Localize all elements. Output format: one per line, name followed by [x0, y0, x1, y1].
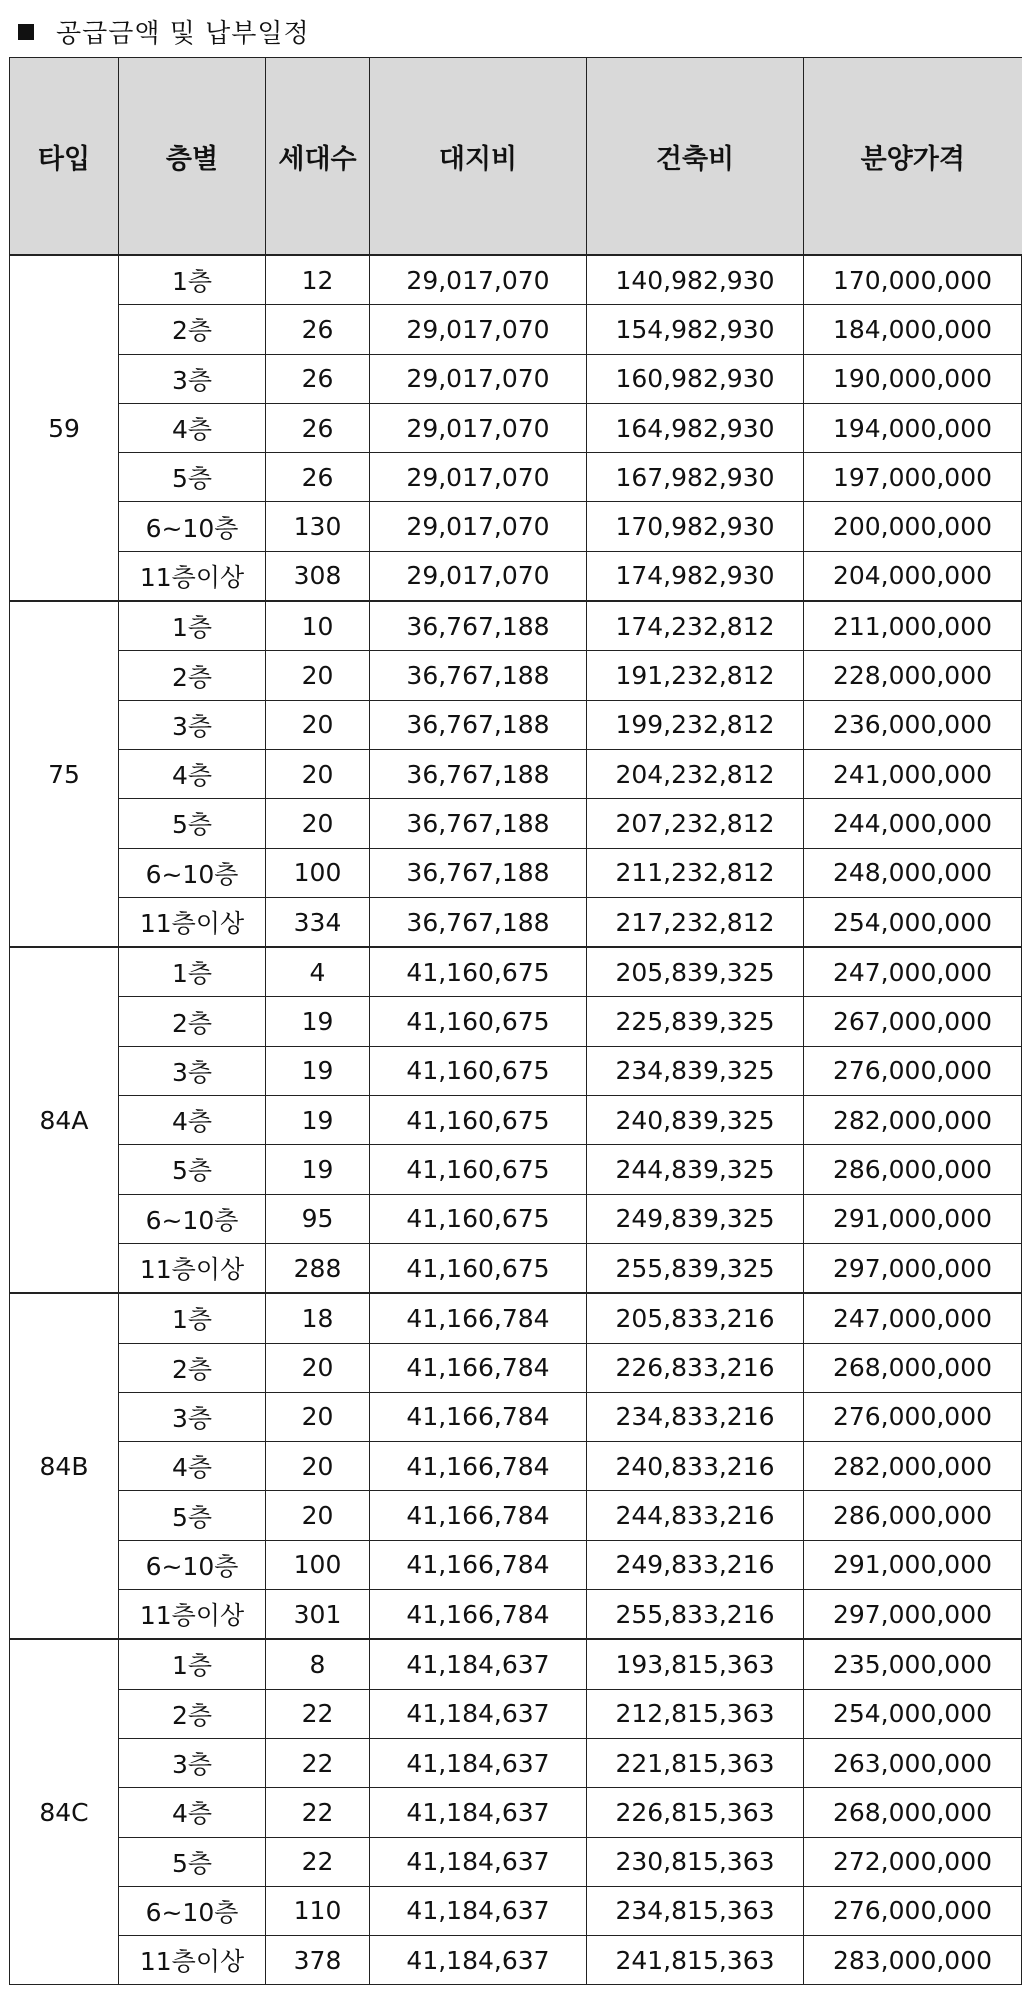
- sale-price-cell: 236,000,000: [804, 700, 1022, 749]
- section-title: [18, 8, 310, 54]
- table-row: [10, 1837, 1022, 1886]
- table-row: [10, 848, 1022, 897]
- build-cost-cell: 244,839,325: [587, 1145, 804, 1194]
- floor-cell: 11층이상: [119, 1936, 266, 1985]
- build-cost-cell: 225,839,325: [587, 997, 804, 1046]
- column-header-floor: 층별: [119, 58, 266, 256]
- sale-price-cell: 211,000,000: [804, 601, 1022, 651]
- units-cell: 20: [266, 700, 370, 749]
- floor-cell: 6~10층: [119, 502, 266, 551]
- build-cost-cell: 212,815,363: [587, 1689, 804, 1738]
- units-cell: 19: [266, 1096, 370, 1145]
- floor-cell: 2층: [119, 305, 266, 354]
- units-cell: 20: [266, 1491, 370, 1540]
- land-cost-cell: 41,160,675: [370, 997, 587, 1046]
- floor-cell: 11층이상: [119, 1243, 266, 1293]
- land-cost-cell: 41,184,637: [370, 1639, 587, 1689]
- land-cost-cell: 41,160,675: [370, 1243, 587, 1293]
- land-cost-cell: 29,017,070: [370, 305, 587, 354]
- floor-cell: 6~10층: [119, 1540, 266, 1589]
- sale-price-cell: 276,000,000: [804, 1392, 1022, 1441]
- sale-price-cell: 291,000,000: [804, 1194, 1022, 1243]
- build-cost-cell: 244,833,216: [587, 1491, 804, 1540]
- land-cost-cell: 41,160,675: [370, 1046, 587, 1095]
- build-cost-cell: 234,815,363: [587, 1886, 804, 1935]
- units-cell: 301: [266, 1590, 370, 1640]
- build-cost-cell: 211,232,812: [587, 848, 804, 897]
- column-header-type: 타입: [10, 58, 119, 256]
- units-cell: 18: [266, 1293, 370, 1343]
- land-cost-cell: 41,160,675: [370, 1096, 587, 1145]
- table-row: [10, 1936, 1022, 1985]
- sale-price-cell: 297,000,000: [804, 1243, 1022, 1293]
- units-cell: 22: [266, 1689, 370, 1738]
- land-cost-cell: 41,184,637: [370, 1936, 587, 1985]
- units-cell: 26: [266, 453, 370, 502]
- units-cell: 110: [266, 1886, 370, 1935]
- table-row: [10, 1491, 1022, 1540]
- units-cell: 20: [266, 1343, 370, 1392]
- floor-cell: 3층: [119, 1738, 266, 1787]
- land-cost-cell: 41,166,784: [370, 1442, 587, 1491]
- table-row: [10, 1096, 1022, 1145]
- land-cost-cell: 41,184,637: [370, 1738, 587, 1787]
- build-cost-cell: 193,815,363: [587, 1639, 804, 1689]
- table-row: [10, 1738, 1022, 1787]
- sale-price-cell: 276,000,000: [804, 1886, 1022, 1935]
- sale-price-cell: 267,000,000: [804, 997, 1022, 1046]
- land-cost-cell: 36,767,188: [370, 651, 587, 700]
- sale-price-cell: 276,000,000: [804, 1046, 1022, 1095]
- floor-cell: 5층: [119, 453, 266, 502]
- sale-price-cell: 268,000,000: [804, 1343, 1022, 1392]
- sale-price-cell: 286,000,000: [804, 1145, 1022, 1194]
- units-cell: 22: [266, 1788, 370, 1837]
- floor-cell: 11층이상: [119, 897, 266, 947]
- floor-cell: 11층이상: [119, 551, 266, 601]
- sale-price-cell: 282,000,000: [804, 1096, 1022, 1145]
- units-cell: 26: [266, 305, 370, 354]
- land-cost-cell: 29,017,070: [370, 354, 587, 403]
- sale-price-cell: 248,000,000: [804, 848, 1022, 897]
- type-cell: 84A: [10, 947, 119, 1293]
- table-row: [10, 1689, 1022, 1738]
- table-row: [10, 1590, 1022, 1640]
- table-row: [10, 1540, 1022, 1589]
- land-cost-cell: 41,166,784: [370, 1392, 587, 1441]
- floor-cell: 4층: [119, 1788, 266, 1837]
- land-cost-cell: 41,160,675: [370, 1194, 587, 1243]
- table-row: [10, 1639, 1022, 1689]
- section-title-text: 공급금액 및 납부일정: [56, 18, 310, 49]
- sale-price-cell: 247,000,000: [804, 947, 1022, 997]
- build-cost-cell: 226,815,363: [587, 1788, 804, 1837]
- square-bullet-icon: [18, 24, 34, 40]
- sale-price-cell: 184,000,000: [804, 305, 1022, 354]
- units-cell: 22: [266, 1738, 370, 1787]
- units-cell: 4: [266, 947, 370, 997]
- sale-price-cell: 263,000,000: [804, 1738, 1022, 1787]
- land-cost-cell: 29,017,070: [370, 403, 587, 452]
- table-row: [10, 453, 1022, 502]
- floor-cell: 4층: [119, 403, 266, 452]
- sale-price-cell: 204,000,000: [804, 551, 1022, 601]
- floor-cell: 1층: [119, 255, 266, 305]
- build-cost-cell: 240,833,216: [587, 1442, 804, 1491]
- floor-cell: 2층: [119, 1689, 266, 1738]
- sale-price-cell: 283,000,000: [804, 1936, 1022, 1985]
- floor-cell: 6~10층: [119, 1886, 266, 1935]
- build-cost-cell: 255,833,216: [587, 1590, 804, 1640]
- build-cost-cell: 234,833,216: [587, 1392, 804, 1441]
- build-cost-cell: 174,232,812: [587, 601, 804, 651]
- build-cost-cell: 205,833,216: [587, 1293, 804, 1343]
- floor-cell: 3층: [119, 1392, 266, 1441]
- land-cost-cell: 41,166,784: [370, 1293, 587, 1343]
- floor-cell: 4층: [119, 1442, 266, 1491]
- floor-cell: 4층: [119, 1096, 266, 1145]
- column-header-land-cost: 대지비: [370, 58, 587, 256]
- build-cost-cell: 205,839,325: [587, 947, 804, 997]
- units-cell: 20: [266, 749, 370, 798]
- units-cell: 20: [266, 1392, 370, 1441]
- build-cost-cell: 170,982,930: [587, 502, 804, 551]
- units-cell: 378: [266, 1936, 370, 1985]
- land-cost-cell: 41,166,784: [370, 1590, 587, 1640]
- units-cell: 308: [266, 551, 370, 601]
- table-row: [10, 1343, 1022, 1392]
- build-cost-cell: 191,232,812: [587, 651, 804, 700]
- units-cell: 22: [266, 1837, 370, 1886]
- floor-cell: 2층: [119, 997, 266, 1046]
- floor-cell: 4층: [119, 749, 266, 798]
- floor-cell: 6~10층: [119, 848, 266, 897]
- table-row: [10, 1046, 1022, 1095]
- land-cost-cell: 41,184,637: [370, 1886, 587, 1935]
- table-header-row: [10, 58, 1022, 256]
- units-cell: 288: [266, 1243, 370, 1293]
- build-cost-cell: 140,982,930: [587, 255, 804, 305]
- sale-price-cell: 170,000,000: [804, 255, 1022, 305]
- table-row: [10, 749, 1022, 798]
- land-cost-cell: 29,017,070: [370, 453, 587, 502]
- sale-price-cell: 197,000,000: [804, 453, 1022, 502]
- sale-price-cell: 282,000,000: [804, 1442, 1022, 1491]
- build-cost-cell: 240,839,325: [587, 1096, 804, 1145]
- sale-price-cell: 254,000,000: [804, 897, 1022, 947]
- land-cost-cell: 36,767,188: [370, 749, 587, 798]
- land-cost-cell: 41,160,675: [370, 1145, 587, 1194]
- build-cost-cell: 154,982,930: [587, 305, 804, 354]
- table-row: [10, 255, 1022, 305]
- land-cost-cell: 36,767,188: [370, 799, 587, 848]
- units-cell: 95: [266, 1194, 370, 1243]
- floor-cell: 1층: [119, 601, 266, 651]
- floor-cell: 11층이상: [119, 1590, 266, 1640]
- table-body: [10, 255, 1022, 1985]
- units-cell: 10: [266, 601, 370, 651]
- land-cost-cell: 36,767,188: [370, 848, 587, 897]
- units-cell: 19: [266, 1145, 370, 1194]
- land-cost-cell: 41,160,675: [370, 947, 587, 997]
- table-row: [10, 1788, 1022, 1837]
- build-cost-cell: 230,815,363: [587, 1837, 804, 1886]
- build-cost-cell: 249,839,325: [587, 1194, 804, 1243]
- build-cost-cell: 204,232,812: [587, 749, 804, 798]
- floor-cell: 1층: [119, 947, 266, 997]
- column-header-units: 세대수: [266, 58, 370, 256]
- build-cost-cell: 167,982,930: [587, 453, 804, 502]
- sale-price-cell: 272,000,000: [804, 1837, 1022, 1886]
- land-cost-cell: 29,017,070: [370, 502, 587, 551]
- land-cost-cell: 41,166,784: [370, 1343, 587, 1392]
- table-row: [10, 502, 1022, 551]
- units-cell: 12: [266, 255, 370, 305]
- table-row: [10, 700, 1022, 749]
- floor-cell: 2층: [119, 1343, 266, 1392]
- build-cost-cell: 164,982,930: [587, 403, 804, 452]
- table-row: [10, 354, 1022, 403]
- units-cell: 130: [266, 502, 370, 551]
- table-row: [10, 1886, 1022, 1935]
- build-cost-cell: 234,839,325: [587, 1046, 804, 1095]
- units-cell: 20: [266, 1442, 370, 1491]
- floor-cell: 3층: [119, 700, 266, 749]
- table-row: [10, 947, 1022, 997]
- table-row: [10, 799, 1022, 848]
- units-cell: 8: [266, 1639, 370, 1689]
- floor-cell: 5층: [119, 1491, 266, 1540]
- type-cell: 84B: [10, 1293, 119, 1639]
- floor-cell: 2층: [119, 651, 266, 700]
- type-cell: 84C: [10, 1639, 119, 1985]
- table-row: [10, 1392, 1022, 1441]
- units-cell: 100: [266, 1540, 370, 1589]
- table-row: [10, 1293, 1022, 1343]
- table-row: [10, 651, 1022, 700]
- sale-price-cell: 268,000,000: [804, 1788, 1022, 1837]
- table-row: [10, 997, 1022, 1046]
- land-cost-cell: 36,767,188: [370, 897, 587, 947]
- sale-price-cell: 286,000,000: [804, 1491, 1022, 1540]
- sale-price-cell: 200,000,000: [804, 502, 1022, 551]
- units-cell: 334: [266, 897, 370, 947]
- units-cell: 20: [266, 799, 370, 848]
- units-cell: 26: [266, 403, 370, 452]
- floor-cell: 5층: [119, 799, 266, 848]
- sale-price-cell: 235,000,000: [804, 1639, 1022, 1689]
- table-row: [10, 601, 1022, 651]
- land-cost-cell: 29,017,070: [370, 551, 587, 601]
- table-row: [10, 1442, 1022, 1491]
- units-cell: 19: [266, 1046, 370, 1095]
- build-cost-cell: 226,833,216: [587, 1343, 804, 1392]
- table-row: [10, 897, 1022, 947]
- floor-cell: 6~10층: [119, 1194, 266, 1243]
- floor-cell: 3층: [119, 354, 266, 403]
- build-cost-cell: 174,982,930: [587, 551, 804, 601]
- column-header-sale-price: 분양가격: [804, 58, 1022, 256]
- floor-cell: 5층: [119, 1145, 266, 1194]
- table-row: [10, 551, 1022, 601]
- table-row: [10, 1145, 1022, 1194]
- build-cost-cell: 221,815,363: [587, 1738, 804, 1787]
- column-header-build-cost: 건축비: [587, 58, 804, 256]
- sale-price-cell: 254,000,000: [804, 1689, 1022, 1738]
- land-cost-cell: 36,767,188: [370, 700, 587, 749]
- build-cost-cell: 160,982,930: [587, 354, 804, 403]
- build-cost-cell: 255,839,325: [587, 1243, 804, 1293]
- type-cell: 75: [10, 601, 119, 947]
- build-cost-cell: 207,232,812: [587, 799, 804, 848]
- sale-price-cell: 194,000,000: [804, 403, 1022, 452]
- build-cost-cell: 241,815,363: [587, 1936, 804, 1985]
- build-cost-cell: 199,232,812: [587, 700, 804, 749]
- sale-price-cell: 190,000,000: [804, 354, 1022, 403]
- table-row: [10, 403, 1022, 452]
- land-cost-cell: 41,166,784: [370, 1540, 587, 1589]
- floor-cell: 3층: [119, 1046, 266, 1095]
- units-cell: 20: [266, 651, 370, 700]
- sale-price-cell: 228,000,000: [804, 651, 1022, 700]
- land-cost-cell: 41,184,637: [370, 1837, 587, 1886]
- type-cell: 59: [10, 255, 119, 601]
- sale-price-cell: 247,000,000: [804, 1293, 1022, 1343]
- land-cost-cell: 41,184,637: [370, 1788, 587, 1837]
- units-cell: 26: [266, 354, 370, 403]
- land-cost-cell: 29,017,070: [370, 255, 587, 305]
- sale-price-cell: 244,000,000: [804, 799, 1022, 848]
- floor-cell: 1층: [119, 1293, 266, 1343]
- table-row: [10, 1243, 1022, 1293]
- build-cost-cell: 249,833,216: [587, 1540, 804, 1589]
- land-cost-cell: 41,184,637: [370, 1689, 587, 1738]
- land-cost-cell: 36,767,188: [370, 601, 587, 651]
- table-row: [10, 305, 1022, 354]
- sale-price-cell: 241,000,000: [804, 749, 1022, 798]
- build-cost-cell: 217,232,812: [587, 897, 804, 947]
- table-row: [10, 1194, 1022, 1243]
- supply-price-table: [9, 57, 1022, 1985]
- units-cell: 100: [266, 848, 370, 897]
- land-cost-cell: 41,166,784: [370, 1491, 587, 1540]
- units-cell: 19: [266, 997, 370, 1046]
- floor-cell: 5층: [119, 1837, 266, 1886]
- floor-cell: 1층: [119, 1639, 266, 1689]
- sale-price-cell: 297,000,000: [804, 1590, 1022, 1640]
- sale-price-cell: 291,000,000: [804, 1540, 1022, 1589]
